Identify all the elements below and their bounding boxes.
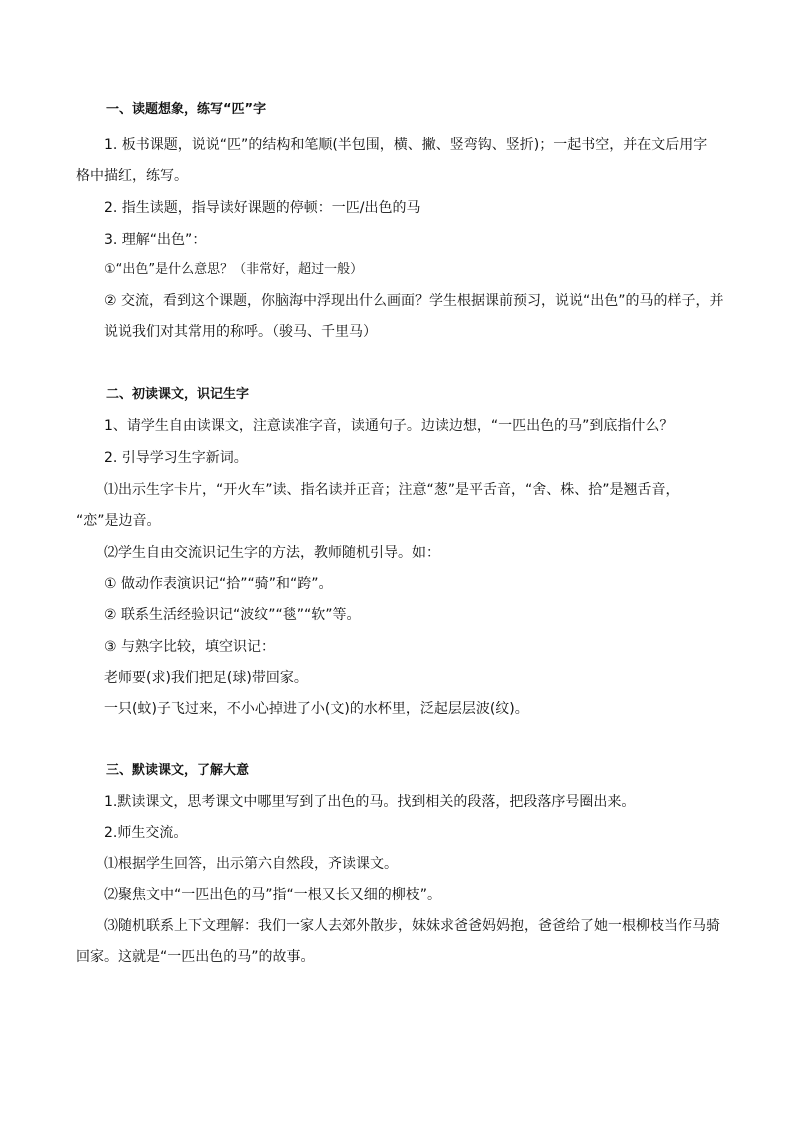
paragraph-text: 1.默读课文，思考课文中哪里写到了出色的马。找到相关的段落，把段落序号圈出来。	[104, 794, 636, 810]
paragraph-text: 2. 指生读题，指导读好课题的停顿：一匹/出色的马	[104, 200, 421, 216]
paragraph-text: ⑶随机联系上下文理解：我们一家人去郊外散步，妹妹求爸爸妈妈抱，爸爸给了她一根柳枝当作马骑	[104, 918, 720, 934]
paragraph-text: 一只(蚊)子飞过来，不小心掉进了小(文)的水杯里，泛起层层波(纹)。	[104, 701, 529, 717]
paragraph-text: 格中描红，练写。	[76, 168, 188, 184]
paragraph-text: 1、请学生自由读课文，注意读准字音，读通句子。边读边想，“一匹出色的马”到底指什么？	[104, 418, 674, 434]
section-heading-2: 二、初读课文，识记生字	[106, 387, 250, 402]
paragraph-text: ⑴出示生字卡片，“开火车”读、指名读并正音；注意“葱”是平舌音，“舍、株、拾”是翘舌音，	[104, 482, 680, 498]
paragraph-text: ③ 与熟字比较，填空识记：	[104, 639, 276, 655]
paragraph-text: ①“出色”是什么意思？（非常好，超过一般）	[104, 262, 364, 277]
paragraph-text: ① 做动作表演识记“拾”“骑”和“跨”。	[104, 576, 333, 592]
paragraph-text: ② 交流，看到这个课题，你脑海中浮现出什么画面？学生根据课前预习，说说“出色”的马的样子，并	[104, 293, 724, 309]
paragraph-text: “恋”是边音。	[76, 513, 161, 529]
paragraph-text: ② 联系生活经验识记“波纹”“毯”“软”等。	[104, 607, 361, 623]
section-heading-3: 三、默读课文，了解大意	[106, 763, 250, 778]
paragraph-text: 回家。这就是“一匹出色的马”的故事。	[76, 949, 315, 965]
paragraph-text: 1. 板书课题，说说“匹”的结构和笔顺(半包围，横、撇、竖弯钩、竖折)；一起书空，并在文后用字	[104, 137, 708, 153]
section-heading-1: 一、读题想象，练写“匹”字	[106, 102, 267, 117]
paragraph-text: ⑵聚焦文中“一匹出色的马”指“一根又长又细的柳枝”。	[104, 887, 442, 903]
paragraph-text: 说说我们对其常用的称呼。（骏马、千里马）	[104, 324, 377, 340]
paragraph-text: ⑵学生自由交流识记生字的方法，教师随机引导。如：	[104, 545, 440, 561]
paragraph-text: 老师要(求)我们把足(球)带回家。	[104, 670, 308, 686]
paragraph-text: ⑴根据学生回答，出示第六自然段，齐读课文。	[104, 856, 398, 872]
paragraph-text: 3. 理解“出色”：	[104, 232, 207, 248]
paragraph-text: 2. 引导学习生字新词。	[104, 450, 248, 466]
paragraph-text: 2.师生交流。	[104, 825, 188, 841]
